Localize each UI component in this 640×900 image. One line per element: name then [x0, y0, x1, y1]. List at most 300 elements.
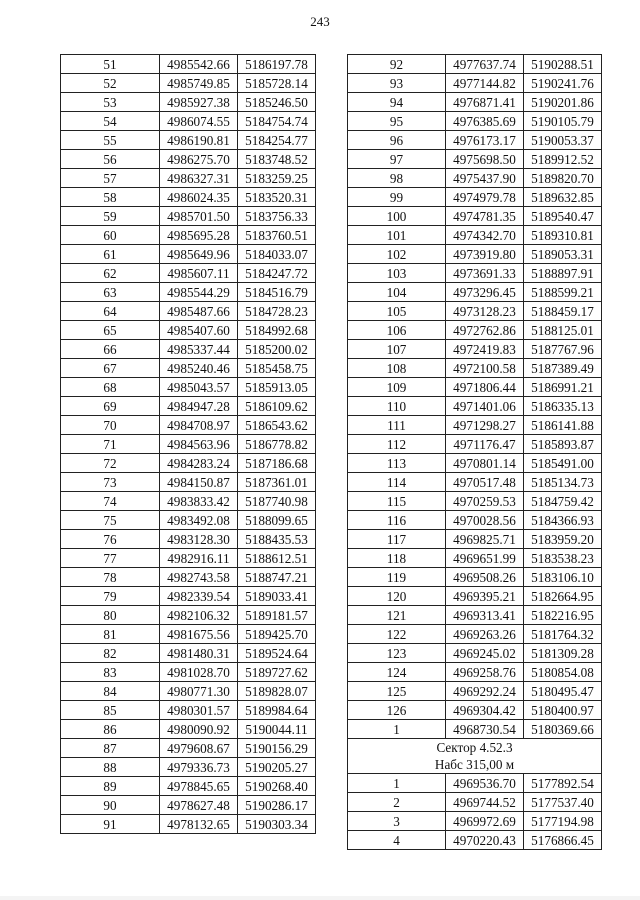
- point-number-cell: 60: [61, 226, 160, 245]
- coordinates-table-right: [347, 54, 602, 850]
- x-coordinate-cell: 4976871.41: [446, 93, 524, 112]
- point-number-cell: 110: [348, 397, 446, 416]
- table-row: [61, 625, 316, 644]
- x-coordinate-cell: 4982743.58: [160, 568, 238, 587]
- sector-height: Набс 315,00 м: [434, 757, 515, 772]
- x-coordinate-cell: 4976173.17: [446, 131, 524, 150]
- x-coordinate-cell: 4969651.99: [446, 549, 524, 568]
- y-coordinate-cell: 5189984.64: [238, 701, 316, 720]
- table-row: [348, 264, 602, 283]
- y-coordinate-cell: 5183259.25: [238, 169, 316, 188]
- x-coordinate-cell: 4985240.46: [160, 359, 238, 378]
- point-number-cell: 79: [61, 587, 160, 606]
- table-row: [61, 359, 316, 378]
- point-number-cell: 82: [61, 644, 160, 663]
- y-coordinate-cell: 5177537.40: [524, 793, 602, 812]
- table-row: [348, 549, 602, 568]
- point-number-cell: 51: [61, 55, 160, 74]
- table-row: [348, 416, 602, 435]
- point-number-cell: 67: [61, 359, 160, 378]
- x-coordinate-cell: 4975698.50: [446, 150, 524, 169]
- x-coordinate-cell: 4980771.30: [160, 682, 238, 701]
- x-coordinate-cell: 4975437.90: [446, 169, 524, 188]
- y-coordinate-cell: 5189632.85: [524, 188, 602, 207]
- y-coordinate-cell: 5183538.23: [524, 549, 602, 568]
- point-number-cell: 61: [61, 245, 160, 264]
- table-row: [61, 435, 316, 454]
- point-number-cell: 118: [348, 549, 446, 568]
- y-coordinate-cell: 5189053.31: [524, 245, 602, 264]
- table-row: [61, 701, 316, 720]
- table-row: [348, 378, 602, 397]
- y-coordinate-cell: 5189181.57: [238, 606, 316, 625]
- table-row: [348, 454, 602, 473]
- x-coordinate-cell: 4970801.14: [446, 454, 524, 473]
- table-row: [61, 644, 316, 663]
- y-coordinate-cell: 5189524.64: [238, 644, 316, 663]
- x-coordinate-cell: 4969825.71: [446, 530, 524, 549]
- table-row: [348, 682, 602, 701]
- table-row: [348, 188, 602, 207]
- point-number-cell: 85: [61, 701, 160, 720]
- y-coordinate-cell: 5182664.95: [524, 587, 602, 606]
- y-coordinate-cell: 5184759.42: [524, 492, 602, 511]
- x-coordinate-cell: 4974979.78: [446, 188, 524, 207]
- point-number-cell: 98: [348, 169, 446, 188]
- point-number-cell: 53: [61, 93, 160, 112]
- y-coordinate-cell: 5187186.68: [238, 454, 316, 473]
- x-coordinate-cell: 4970028.56: [446, 511, 524, 530]
- point-number-cell: 80: [61, 606, 160, 625]
- x-coordinate-cell: 4974342.70: [446, 226, 524, 245]
- y-coordinate-cell: 5183520.31: [238, 188, 316, 207]
- table-row: [348, 283, 602, 302]
- y-coordinate-cell: 5183760.51: [238, 226, 316, 245]
- x-coordinate-cell: 4969245.02: [446, 644, 524, 663]
- x-coordinate-cell: 4985701.50: [160, 207, 238, 226]
- table-row: [348, 663, 602, 682]
- y-coordinate-cell: 5184754.74: [238, 112, 316, 131]
- point-number-cell: 59: [61, 207, 160, 226]
- table-row: [61, 511, 316, 530]
- y-coordinate-cell: 5180854.08: [524, 663, 602, 682]
- point-number-cell: 123: [348, 644, 446, 663]
- point-number-cell: 121: [348, 606, 446, 625]
- table-row: [348, 55, 602, 74]
- y-coordinate-cell: 5189912.52: [524, 150, 602, 169]
- x-coordinate-cell: 4970517.48: [446, 473, 524, 492]
- table-row: [61, 454, 316, 473]
- table-row: [348, 74, 602, 93]
- y-coordinate-cell: 5190205.27: [238, 758, 316, 777]
- table-row: [61, 473, 316, 492]
- y-coordinate-cell: 5186141.88: [524, 416, 602, 435]
- point-number-cell: 81: [61, 625, 160, 644]
- point-number-cell: 83: [61, 663, 160, 682]
- y-coordinate-cell: 5188599.21: [524, 283, 602, 302]
- x-coordinate-cell: 4978132.65: [160, 815, 238, 834]
- point-number-cell: 115: [348, 492, 446, 511]
- table-row: [348, 606, 602, 625]
- y-coordinate-cell: 5185200.02: [238, 340, 316, 359]
- point-number-cell: 106: [348, 321, 446, 340]
- x-coordinate-cell: 4985337.44: [160, 340, 238, 359]
- table-row: [61, 663, 316, 682]
- table-row: [61, 549, 316, 568]
- point-number-cell: 117: [348, 530, 446, 549]
- table-row: [61, 815, 316, 834]
- y-coordinate-cell: 5186335.13: [524, 397, 602, 416]
- point-number-cell: 71: [61, 435, 160, 454]
- y-coordinate-cell: 5185246.50: [238, 93, 316, 112]
- x-coordinate-cell: 4969263.26: [446, 625, 524, 644]
- y-coordinate-cell: 5187767.96: [524, 340, 602, 359]
- point-number-cell: 62: [61, 264, 160, 283]
- y-coordinate-cell: 5188612.51: [238, 549, 316, 568]
- x-coordinate-cell: 4985607.11: [160, 264, 238, 283]
- table-row: [61, 720, 316, 739]
- table-row: [348, 511, 602, 530]
- x-coordinate-cell: 4969536.70: [446, 774, 524, 793]
- page-number: 243: [310, 14, 330, 29]
- point-number-cell: 92: [348, 55, 446, 74]
- x-coordinate-cell: 4986074.55: [160, 112, 238, 131]
- x-coordinate-cell: 4974781.35: [446, 207, 524, 226]
- y-coordinate-cell: 5181764.32: [524, 625, 602, 644]
- table-row: [61, 739, 316, 758]
- y-coordinate-cell: 5189828.07: [238, 682, 316, 701]
- sector-header: [348, 739, 602, 774]
- point-number-cell: 94: [348, 93, 446, 112]
- point-number-cell: 114: [348, 473, 446, 492]
- coordinates-table-left: [60, 54, 316, 834]
- point-number-cell: 75: [61, 511, 160, 530]
- y-coordinate-cell: 5183748.52: [238, 150, 316, 169]
- table-row: [348, 150, 602, 169]
- x-coordinate-cell: 4978627.48: [160, 796, 238, 815]
- y-coordinate-cell: 5189425.70: [238, 625, 316, 644]
- x-coordinate-cell: 4986024.35: [160, 188, 238, 207]
- point-number-cell: 126: [348, 701, 446, 720]
- table-row: [61, 606, 316, 625]
- x-coordinate-cell: 4981028.70: [160, 663, 238, 682]
- point-number-cell: 77: [61, 549, 160, 568]
- y-coordinate-cell: 5189033.41: [238, 587, 316, 606]
- table-row: [61, 131, 316, 150]
- table-row: [348, 530, 602, 549]
- table-row: [348, 587, 602, 606]
- table-row: [348, 169, 602, 188]
- point-number-cell: 119: [348, 568, 446, 587]
- point-number-cell: 73: [61, 473, 160, 492]
- table-row: [348, 93, 602, 112]
- x-coordinate-cell: 4973128.23: [446, 302, 524, 321]
- point-number-cell: 52: [61, 74, 160, 93]
- x-coordinate-cell: 4981480.31: [160, 644, 238, 663]
- point-number-cell: 93: [348, 74, 446, 93]
- point-number-cell: 120: [348, 587, 446, 606]
- table-row: [348, 492, 602, 511]
- x-coordinate-cell: 4969313.41: [446, 606, 524, 625]
- table-row: [348, 321, 602, 340]
- x-coordinate-cell: 4984150.87: [160, 473, 238, 492]
- y-coordinate-cell: 5185491.00: [524, 454, 602, 473]
- point-number-cell: 89: [61, 777, 160, 796]
- point-number-cell: 90: [61, 796, 160, 815]
- point-number-cell: 104: [348, 283, 446, 302]
- table-row: [61, 321, 316, 340]
- x-coordinate-cell: 4985487.66: [160, 302, 238, 321]
- table-row: [61, 93, 316, 112]
- y-coordinate-cell: 5188125.01: [524, 321, 602, 340]
- x-coordinate-cell: 4970220.43: [446, 831, 524, 850]
- point-number-cell: 69: [61, 397, 160, 416]
- x-coordinate-cell: 4985544.29: [160, 283, 238, 302]
- table-row: [61, 587, 316, 606]
- point-number-cell: 108: [348, 359, 446, 378]
- y-coordinate-cell: 5190288.51: [524, 55, 602, 74]
- y-coordinate-cell: 5189727.62: [238, 663, 316, 682]
- x-coordinate-cell: 4980090.92: [160, 720, 238, 739]
- x-coordinate-cell: 4972100.58: [446, 359, 524, 378]
- table-row: [348, 793, 602, 812]
- x-coordinate-cell: 4984708.97: [160, 416, 238, 435]
- x-coordinate-cell: 4985695.28: [160, 226, 238, 245]
- table-row: [61, 682, 316, 701]
- y-coordinate-cell: 5185728.14: [238, 74, 316, 93]
- point-number-cell: 63: [61, 283, 160, 302]
- y-coordinate-cell: 5189310.81: [524, 226, 602, 245]
- x-coordinate-cell: 4973919.80: [446, 245, 524, 264]
- x-coordinate-cell: 4985749.85: [160, 74, 238, 93]
- y-coordinate-cell: 5190268.40: [238, 777, 316, 796]
- x-coordinate-cell: 4969304.42: [446, 701, 524, 720]
- point-number-cell: 96: [348, 131, 446, 150]
- x-coordinate-cell: 4984947.28: [160, 397, 238, 416]
- y-coordinate-cell: 5184516.79: [238, 283, 316, 302]
- x-coordinate-cell: 4982106.32: [160, 606, 238, 625]
- y-coordinate-cell: 5177892.54: [524, 774, 602, 793]
- point-number-cell: 66: [61, 340, 160, 359]
- table-row: [61, 169, 316, 188]
- y-coordinate-cell: 5190201.86: [524, 93, 602, 112]
- y-coordinate-cell: 5185913.05: [238, 378, 316, 397]
- table-row: [61, 492, 316, 511]
- point-number-cell: 103: [348, 264, 446, 283]
- x-coordinate-cell: 4971806.44: [446, 378, 524, 397]
- table-row: [348, 701, 602, 720]
- point-number-cell: 111: [348, 416, 446, 435]
- x-coordinate-cell: 4984283.24: [160, 454, 238, 473]
- table-row: [61, 150, 316, 169]
- x-coordinate-cell: 4985649.96: [160, 245, 238, 264]
- x-coordinate-cell: 4983833.42: [160, 492, 238, 511]
- y-coordinate-cell: 5189540.47: [524, 207, 602, 226]
- y-coordinate-cell: 5188459.17: [524, 302, 602, 321]
- point-number-cell: 68: [61, 378, 160, 397]
- y-coordinate-cell: 5186197.78: [238, 55, 316, 74]
- point-number-cell: 65: [61, 321, 160, 340]
- table-row: [61, 245, 316, 264]
- point-number-cell: 74: [61, 492, 160, 511]
- x-coordinate-cell: 4969292.24: [446, 682, 524, 701]
- y-coordinate-cell: 5188747.21: [238, 568, 316, 587]
- sector-header-row: [348, 739, 602, 774]
- x-coordinate-cell: 4985927.38: [160, 93, 238, 112]
- x-coordinate-cell: 4984563.96: [160, 435, 238, 454]
- x-coordinate-cell: 4972419.83: [446, 340, 524, 359]
- y-coordinate-cell: 5176866.45: [524, 831, 602, 850]
- point-number-cell: 3: [348, 812, 446, 831]
- point-number-cell: 4: [348, 831, 446, 850]
- point-number-cell: 87: [61, 739, 160, 758]
- point-number-cell: 2: [348, 793, 446, 812]
- table-row: [348, 226, 602, 245]
- table-row: [61, 302, 316, 321]
- y-coordinate-cell: 5183756.33: [238, 207, 316, 226]
- x-coordinate-cell: 4973691.33: [446, 264, 524, 283]
- y-coordinate-cell: 5185893.87: [524, 435, 602, 454]
- table-row: [61, 777, 316, 796]
- x-coordinate-cell: 4969972.69: [446, 812, 524, 831]
- x-coordinate-cell: 4971298.27: [446, 416, 524, 435]
- point-number-cell: 125: [348, 682, 446, 701]
- y-coordinate-cell: 5184247.72: [238, 264, 316, 283]
- table-row: [61, 112, 316, 131]
- page-bottom-edge: [0, 896, 640, 900]
- point-number-cell: 124: [348, 663, 446, 682]
- point-number-cell: 122: [348, 625, 446, 644]
- table-row: [61, 264, 316, 283]
- table-row: [348, 397, 602, 416]
- x-coordinate-cell: 4969258.76: [446, 663, 524, 682]
- x-coordinate-cell: 4976385.69: [446, 112, 524, 131]
- x-coordinate-cell: 4977637.74: [446, 55, 524, 74]
- table-row: [61, 207, 316, 226]
- point-number-cell: 107: [348, 340, 446, 359]
- table-row: [348, 831, 602, 850]
- y-coordinate-cell: 5186991.21: [524, 378, 602, 397]
- point-number-cell: 101: [348, 226, 446, 245]
- x-coordinate-cell: 4971401.06: [446, 397, 524, 416]
- x-coordinate-cell: 4985043.57: [160, 378, 238, 397]
- x-coordinate-cell: 4969508.26: [446, 568, 524, 587]
- table-row: [61, 188, 316, 207]
- point-number-cell: 84: [61, 682, 160, 701]
- y-coordinate-cell: 5184728.23: [238, 302, 316, 321]
- y-coordinate-cell: 5188099.65: [238, 511, 316, 530]
- y-coordinate-cell: 5187740.98: [238, 492, 316, 511]
- x-coordinate-cell: 4986327.31: [160, 169, 238, 188]
- y-coordinate-cell: 5182216.95: [524, 606, 602, 625]
- x-coordinate-cell: 4985542.66: [160, 55, 238, 74]
- y-coordinate-cell: 5186778.82: [238, 435, 316, 454]
- table-row: [61, 74, 316, 93]
- y-coordinate-cell: 5186109.62: [238, 397, 316, 416]
- point-number-cell: 56: [61, 150, 160, 169]
- point-number-cell: 91: [61, 815, 160, 834]
- y-coordinate-cell: 5188897.91: [524, 264, 602, 283]
- table-row: [348, 359, 602, 378]
- point-number-cell: 55: [61, 131, 160, 150]
- y-coordinate-cell: 5184254.77: [238, 131, 316, 150]
- y-coordinate-cell: 5185134.73: [524, 473, 602, 492]
- y-coordinate-cell: 5190241.76: [524, 74, 602, 93]
- x-coordinate-cell: 4979336.73: [160, 758, 238, 777]
- y-coordinate-cell: 5188435.53: [238, 530, 316, 549]
- table-row: [348, 131, 602, 150]
- table-row: [348, 625, 602, 644]
- x-coordinate-cell: 4986275.70: [160, 150, 238, 169]
- point-number-cell: 72: [61, 454, 160, 473]
- table-row: [348, 112, 602, 131]
- y-coordinate-cell: 5183106.10: [524, 568, 602, 587]
- y-coordinate-cell: 5184992.68: [238, 321, 316, 340]
- table-row: [348, 340, 602, 359]
- table-row: [348, 720, 602, 739]
- x-coordinate-cell: 4981675.56: [160, 625, 238, 644]
- y-coordinate-cell: 5186543.62: [238, 416, 316, 435]
- table-row: [61, 416, 316, 435]
- table-row: [348, 473, 602, 492]
- point-number-cell: 54: [61, 112, 160, 131]
- y-coordinate-cell: 5187389.49: [524, 359, 602, 378]
- table-row: [348, 812, 602, 831]
- x-coordinate-cell: 4971176.47: [446, 435, 524, 454]
- table-row: [348, 245, 602, 264]
- point-number-cell: 1: [348, 720, 446, 739]
- point-number-cell: 57: [61, 169, 160, 188]
- point-number-cell: 88: [61, 758, 160, 777]
- table-row: [61, 758, 316, 777]
- point-number-cell: 86: [61, 720, 160, 739]
- x-coordinate-cell: 4977144.82: [446, 74, 524, 93]
- table-row: [61, 796, 316, 815]
- x-coordinate-cell: 4985407.60: [160, 321, 238, 340]
- y-coordinate-cell: 5190286.17: [238, 796, 316, 815]
- point-number-cell: 78: [61, 568, 160, 587]
- point-number-cell: 64: [61, 302, 160, 321]
- table-row: [348, 644, 602, 663]
- y-coordinate-cell: 5187361.01: [238, 473, 316, 492]
- x-coordinate-cell: 4986190.81: [160, 131, 238, 150]
- y-coordinate-cell: 5190044.11: [238, 720, 316, 739]
- table-row: [348, 435, 602, 454]
- y-coordinate-cell: 5180495.47: [524, 682, 602, 701]
- table-row: [61, 226, 316, 245]
- y-coordinate-cell: 5190303.34: [238, 815, 316, 834]
- x-coordinate-cell: 4979608.67: [160, 739, 238, 758]
- table-row: [61, 397, 316, 416]
- table-row: [61, 568, 316, 587]
- point-number-cell: 58: [61, 188, 160, 207]
- y-coordinate-cell: 5180400.97: [524, 701, 602, 720]
- x-coordinate-cell: 4983128.30: [160, 530, 238, 549]
- y-coordinate-cell: 5181309.28: [524, 644, 602, 663]
- table-row: [61, 55, 316, 74]
- y-coordinate-cell: 5185458.75: [238, 359, 316, 378]
- table-row: [348, 207, 602, 226]
- y-coordinate-cell: 5190105.79: [524, 112, 602, 131]
- y-coordinate-cell: 5189820.70: [524, 169, 602, 188]
- y-coordinate-cell: 5184366.93: [524, 511, 602, 530]
- point-number-cell: 109: [348, 378, 446, 397]
- table-row: [348, 774, 602, 793]
- table-row: [61, 283, 316, 302]
- x-coordinate-cell: 4973296.45: [446, 283, 524, 302]
- point-number-cell: 70: [61, 416, 160, 435]
- x-coordinate-cell: 4969744.52: [446, 793, 524, 812]
